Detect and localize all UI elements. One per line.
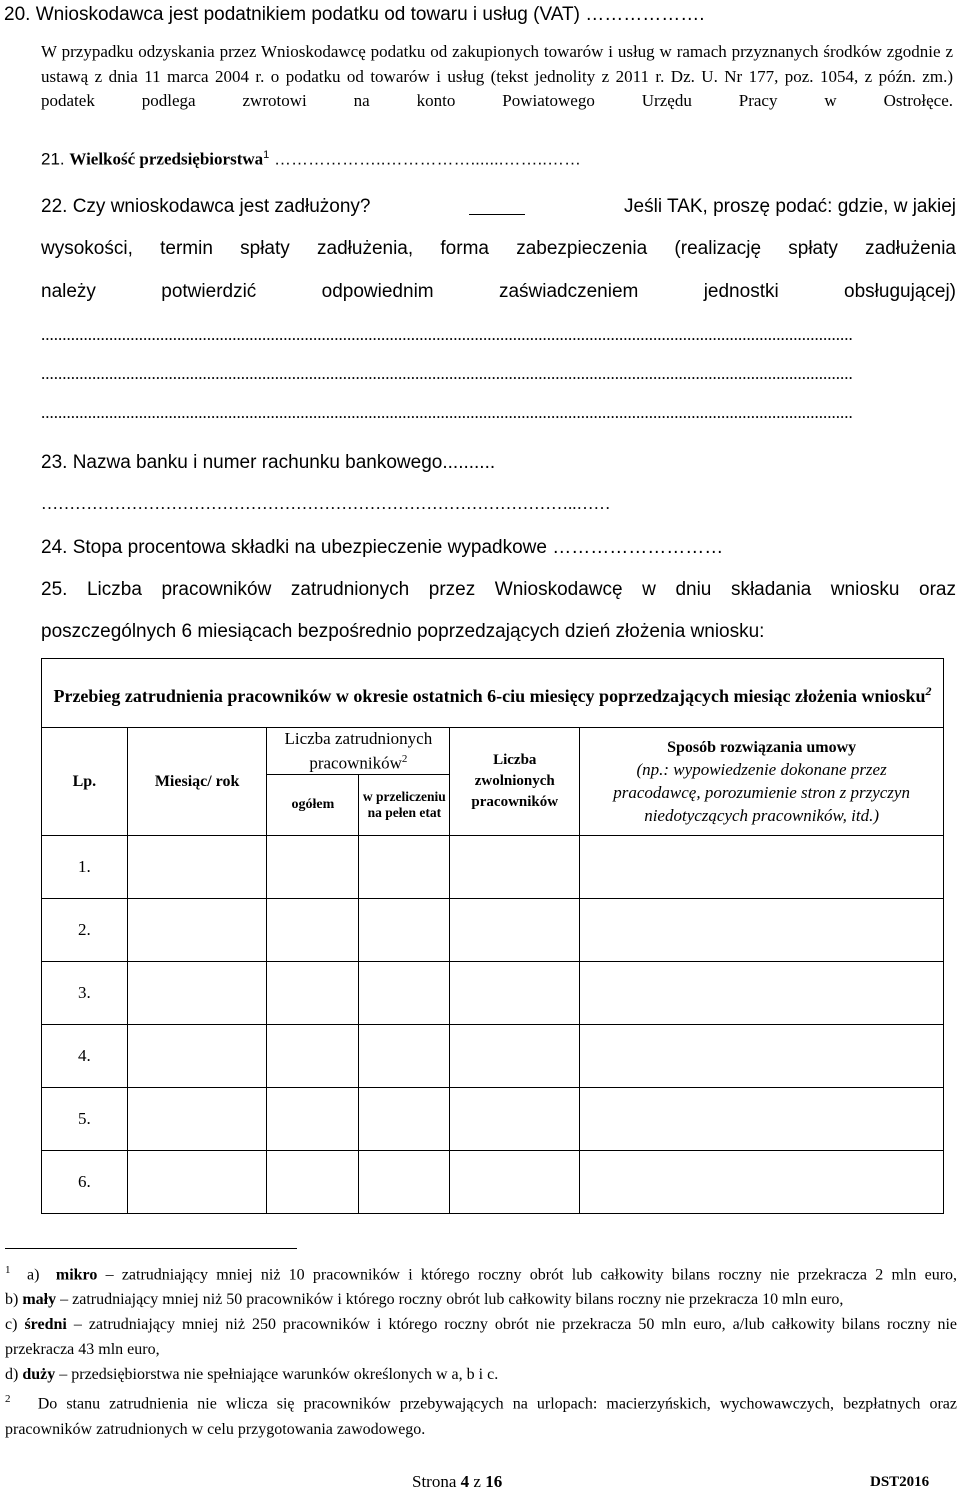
item25-line1: 25. Liczba pracowników zatrudnionych przez Wnioskodawcę w dniu składania wniosku oraz [41,579,956,600]
debt-details-field-1[interactable]: ............................................................................................................................................................................................... [41,325,853,344]
footnote-d: d) duży – przedsiębiorstwa nie spełniające warunków określonych w a, b i c. [5,1366,499,1384]
col-month: Miesiąc/ rok [127,728,267,836]
bank-account-field[interactable]: …………………………………………………………………………………..…… [41,494,611,513]
col-lp: Lp. [42,728,128,836]
table-row: 3. [42,962,944,1025]
footnote-a: $^1$ a) mikro – zatrudniający mniej niż 10 pracowników i którego roczny obrót lub całkowity bilans roczny nie przekracza 2 mln euro, [5,1264,958,1284]
item23: 23. Nazwa banku i numer rachunku bankowego.......... [41,452,496,473]
table-row: 1. [42,836,944,899]
footnote-separator [5,1248,297,1249]
footnote-b: b) mały – zatrudniający mniej niż 50 pracowników i którego roczny obrót lub całkowity bilans roczny nie przekracza 10 mln euro, [5,1291,844,1309]
item22-line3: należy potwierdzić odpowiednim zaświadczeniem jednostki obsługującej) [41,281,956,302]
employment-table [41,658,944,1214]
table-row: 6. [42,1151,944,1214]
footnote-c: c) średni – zatrudniający mniej niż 250 pracowników i którego roczny obrót nie przekracza 50 mln euro, a/lub całkowity bilans roczny nie przekracza 43 mln euro, [5,1316,958,1359]
debt-details-field-2[interactable]: ............................................................................................................................................................................................... [41,364,853,383]
table-row: 4. [42,1025,944,1088]
item24: 24. Stopa procentowa składki na ubezpieczenie wypadkowe ……………………… [41,537,724,558]
debt-answer-blank[interactable] [469,196,525,215]
page-number: Strona 4 z 16 [412,1472,503,1491]
item22-line1: 22. Czy wnioskodawca jest zadłużony? Jeśli TAK, proszę podać: gdzie, w jakiej [41,196,956,217]
item20-title: 20. Wnioskodawca jest podatnikiem podatku od towaru i usług (VAT) ………………. [4,4,705,25]
item20-text: W przypadku odzyskania przez Wnioskodawcę podatku od zakupionych towarów i usług w ramach przyznanych środków zgodnie z ustawą z dnia 11 marca 2004 r. o podatku od towarów i usług (tekst jednolity z 2011 r. Dz. U. Nr 177, poz. 1054, z późn. zm.) podatek podlega zwrotowi na konto Powiatowego Urzędu Pracy w Ostrołęce. [41,42,953,110]
item25-line2: poszczególnych 6 miesiącach bezpośrednio poprzedzających dzień złożenia wniosku: [41,621,765,642]
col-method: Sposób rozwiązania umowy (np.: wypowiedzenie dokonane przez pracodawcę, porozumienie stron z przyczyn niedotyczących pracowników, itd.) [580,728,944,836]
footnote-2: $^2$ Do stanu zatrudnienia nie wlicza się pracowników przebywających na urlopach: macierzyńskich, wychowawczych, bezpłatnych oraz pracowników zatrudnionych w celu przygotowania zawodowego. [5,1393,957,1438]
debt-details-field-3[interactable]: ............................................................................................................................................................................................... [41,403,853,422]
company-size-label: Wielkość przedsiębiorstwa [69,149,264,169]
table-row: 5. [42,1088,944,1151]
item22-line2: wysokości, termin spłaty zadłużenia, forma zabezpieczenia (realizację spłaty zadłużenia [41,238,956,259]
table-heading: Przebieg zatrudnienia pracowników w okresie ostatnich 6-ciu miesięcy poprzedzających miesiąc złożenia wniosku$^2$ [42,659,944,728]
company-size-field[interactable]: ………………..…………….......……..…… [274,149,581,169]
col-total: ogółem [267,775,359,836]
table-row: 2. [42,899,944,962]
doc-code: DST2016 [870,1474,930,1490]
item21: 21. Wielkość przedsiębiorstwa$^1$ ………………..…………….......……..…… [41,149,581,169]
col-employed: Liczba zatrudnionych pracowników$^2$ [267,728,450,775]
col-dismissed: Liczba zwolnionych pracowników [450,728,580,836]
footnotes [5,1258,957,1442]
col-fte: w przeliczeniu na pełen etat [359,775,450,836]
insurance-rate-field[interactable]: ……………………… [552,537,724,558]
bank-field[interactable]: .......... [442,452,496,473]
